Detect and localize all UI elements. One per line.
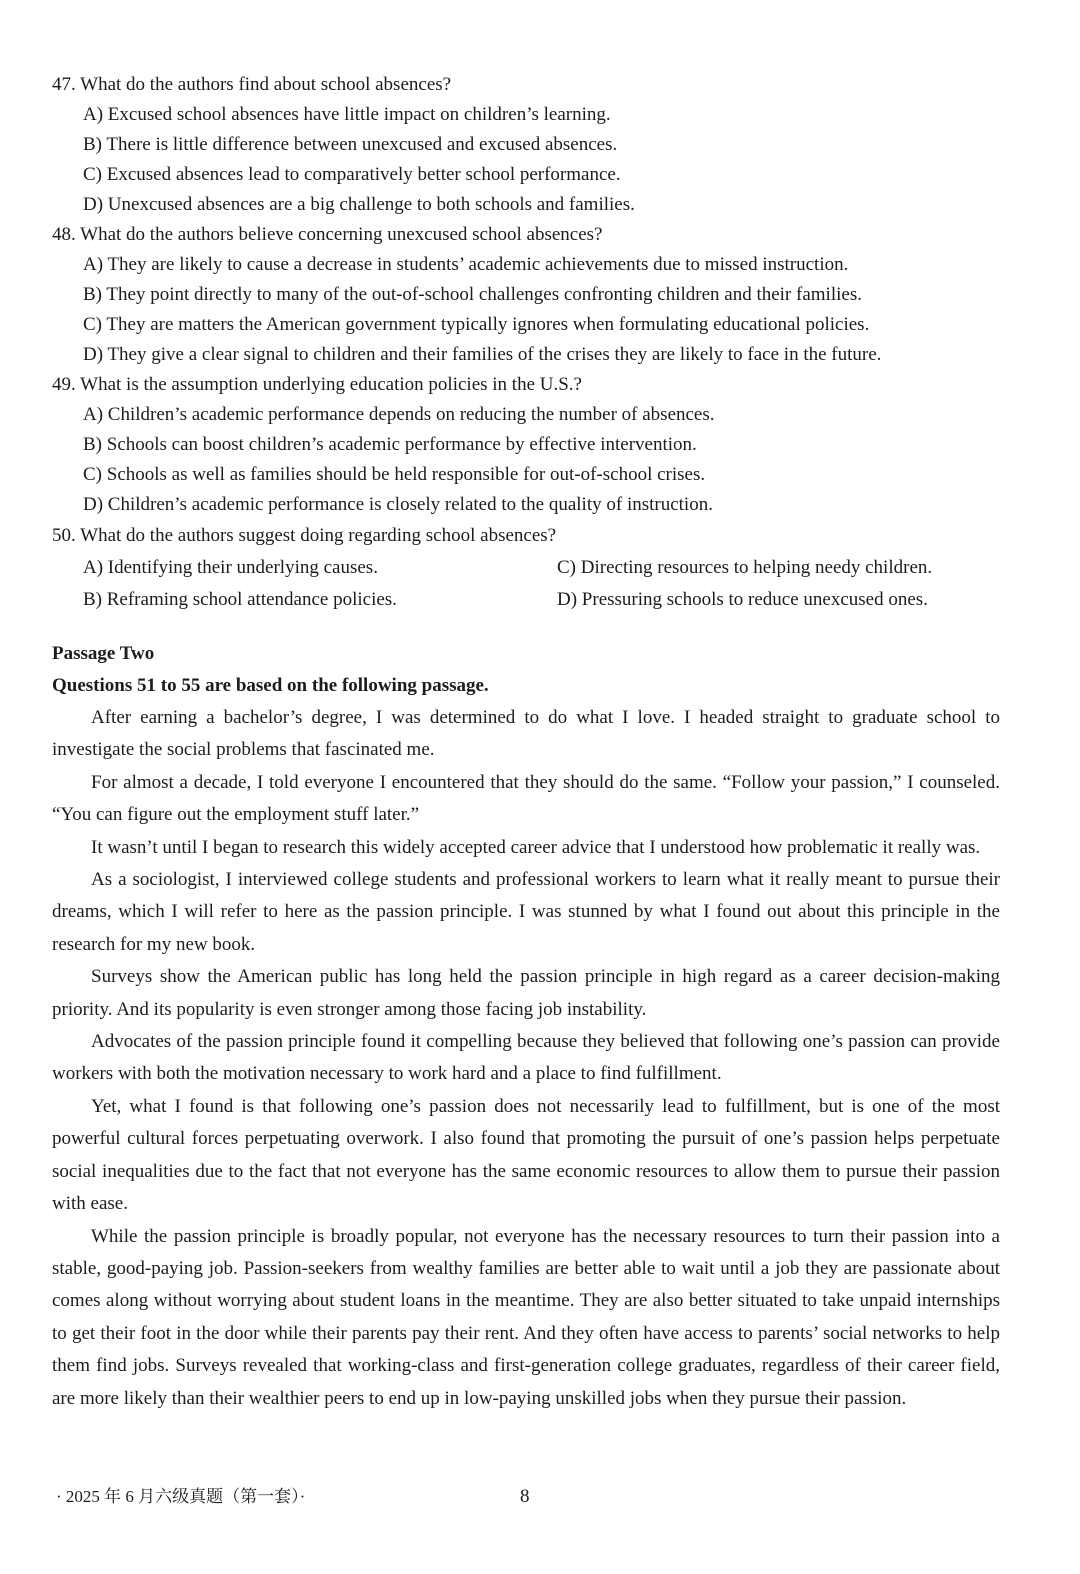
paragraph: It wasn’t until I began to research this widely accepted career advice that I understood how problematic it really was. [91, 836, 981, 858]
paragraph: Surveys show the American public has long held the passion principle in high regard as a career decision-making priority. And its popularity is even stronger among those facing job instability. [52, 966, 1000, 1020]
question-stem: 49. What is the assumption underlying education policies in the U.S.? [52, 374, 582, 395]
option-b: B) There is little difference between unexcused and excused absences. [83, 134, 618, 155]
paragraph: Yet, what I found is that following one’s passion does not necessarily lead to fulfillment, but is one of the most powerful cultural forces perpetuating overwork. I also found that promoting the pursuit of one’s passion helps perpetuate social inequalities due to the fact that not everyone has the same economic resources to allow them to pursue their passion with ease. [52, 1095, 1000, 1215]
option-b: B) Schools can boost children’s academic performance by effective intervention. [83, 434, 697, 455]
page-number: 8 [520, 1486, 530, 1507]
exam-page [52, 70, 1000, 1415]
paragraph: As a sociologist, I interviewed college students and professional workers to learn what it really meant to pursue their dreams, which I will refer to here as the passion principle. I was stunned by what I found out about this principle in the research for my new book. [52, 869, 1000, 955]
paragraph: After earning a bachelor’s degree, I was determined to do what I love. I headed straight to graduate school to investigate the social problems that fascinated me. [52, 707, 1000, 761]
option-c: C) Directing resources to helping needy children. [557, 557, 933, 578]
option-d: D) They give a clear signal to children and their families of the crises they are likely to face in the future. [83, 344, 882, 365]
option-c: C) Schools as well as families should be held responsible for out-of-school crises. [83, 464, 706, 485]
question-49 [52, 370, 1000, 520]
option-d: D) Unexcused absences are a big challenge to both schools and families. [83, 194, 635, 215]
question-50 [52, 520, 1000, 616]
paragraph: Advocates of the passion principle found it compelling because they believed that following one’s passion can provide workers with both the motivation necessary to work hard and a place to find fulfillment. [52, 1031, 1000, 1085]
option-c: C) Excused absences lead to comparatively better school performance. [83, 164, 621, 185]
question-stem: 47. What do the authors find about school absences? [52, 74, 452, 95]
question-stem: 48. What do the authors believe concerning unexcused school absences? [52, 224, 603, 245]
option-d: D) Children’s academic performance is closely related to the quality of instruction. [83, 494, 713, 515]
option-b: B) Reframing school attendance policies. [83, 589, 397, 610]
passage-title: Passage Two [52, 643, 155, 664]
page-footer [52, 1484, 1000, 1510]
option-b: B) They point directly to many of the out-of-school challenges confronting children and their families. [83, 284, 862, 305]
option-a: A) They are likely to cause a decrease in students’ academic achievements due to missed instruction. [83, 254, 849, 275]
option-a: A) Children’s academic performance depends on reducing the number of absences. [83, 404, 715, 425]
paragraph: While the passion principle is broadly popular, not everyone has the necessary resources to turn their passion into a stable, good-paying job. Passion-seekers from wealthy families are better able to wait until a job they are passionate about comes along without worrying about student loans in the meantime. They are also better situated to take unpaid internships to get their foot in the door while their parents pay their rent. And they often have access to parents’ social networks to help them find jobs. Surveys revealed that working-class and first-generation college graduates, regardless of their career field, are more likely than their wealthier peers to end up in low-paying unskilled jobs when they pursue their passion. [52, 1225, 1000, 1409]
option-grid [52, 552, 1000, 616]
option-c: C) They are matters the American government typically ignores when formulating educational policies. [83, 314, 870, 335]
option-a: A) Identifying their underlying causes. [83, 557, 378, 578]
option-a: A) Excused school absences have little impact on children’s learning. [83, 104, 611, 125]
passage-subtitle: Questions 51 to 55 are based on the following passage. [52, 675, 489, 696]
question-48 [52, 220, 1000, 370]
question-47 [52, 70, 1000, 220]
question-stem: 50. What do the authors suggest doing regarding school absences? [52, 525, 557, 546]
passage-body [52, 702, 1000, 1415]
paragraph: For almost a decade, I told everyone I encountered that they should do the same. “Follow your passion,” I counseled. “You can figure out the employment stuff later.” [52, 771, 1000, 826]
footer-exam-label: · 2025 年 6 月六级真题（第一套）· [56, 1487, 306, 1506]
option-d: D) Pressuring schools to reduce unexcused ones. [557, 589, 928, 610]
